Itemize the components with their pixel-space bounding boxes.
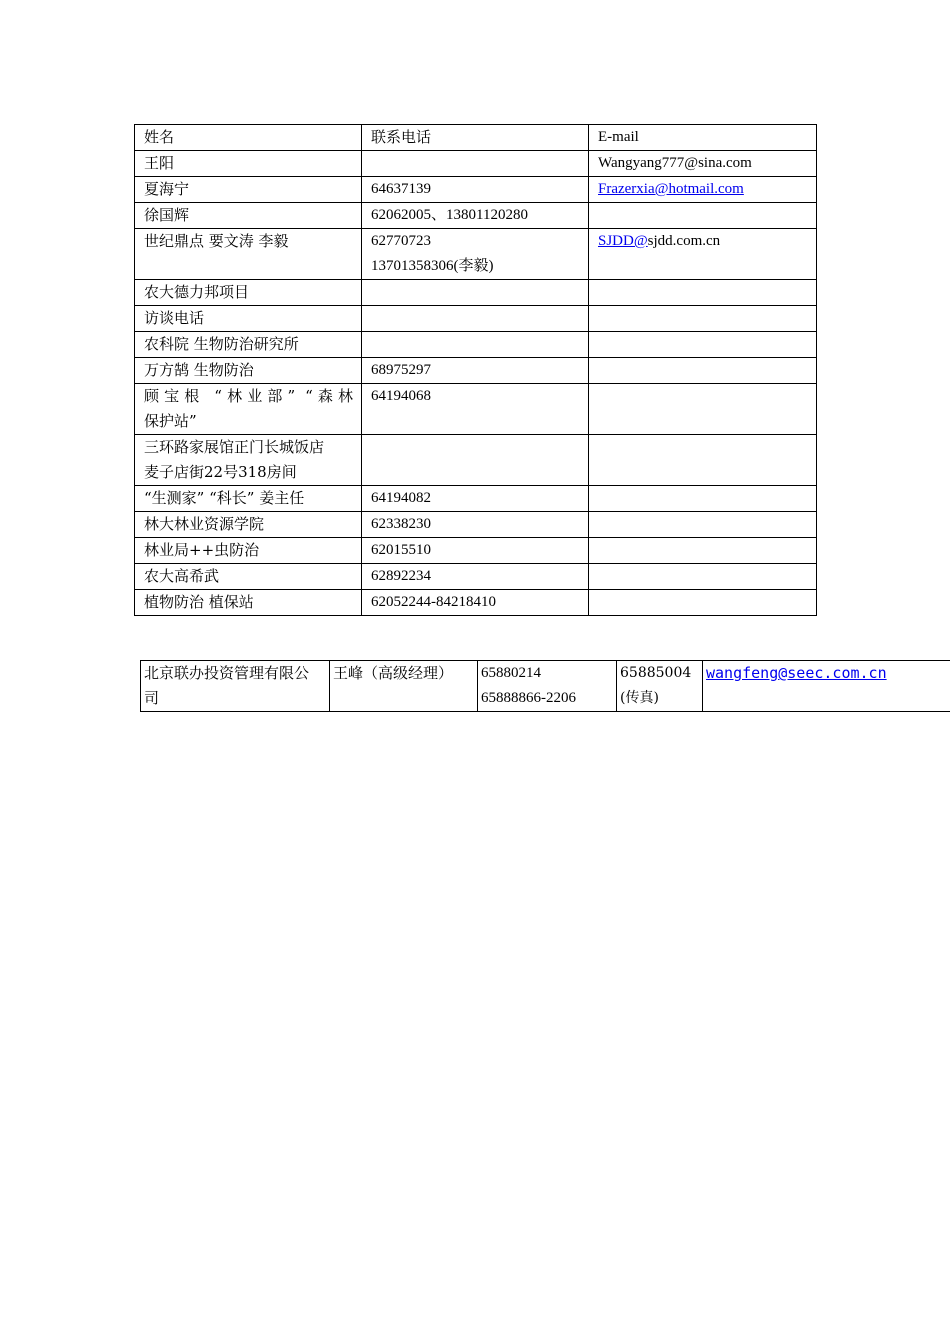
- contact-phone-cell: [362, 229, 589, 280]
- contact-name: 顾宝根 “林业部” “森林: [144, 387, 353, 405]
- contact-name: 访谈电话: [135, 306, 362, 332]
- contact-email: [589, 306, 817, 332]
- table-row: [135, 332, 817, 358]
- company-phone-cell: [478, 661, 617, 712]
- table-row: [135, 280, 817, 306]
- company-phone-secondary: 65888866-2206: [481, 690, 576, 706]
- contact-phone: [362, 332, 589, 358]
- company-email-cell: [703, 661, 950, 712]
- contact-phone: 64194082: [362, 486, 589, 512]
- contact-name: 王阳: [135, 151, 362, 177]
- table-row: [135, 435, 817, 486]
- contact-name-continued: 麦子店街22号318房间: [144, 463, 297, 481]
- contact-phone: [362, 306, 589, 332]
- contact-email: [589, 358, 817, 384]
- contact-email: [589, 435, 817, 486]
- contact-phone: [362, 151, 589, 177]
- contact-email: [589, 486, 817, 512]
- header-email: E-mail: [589, 125, 817, 151]
- table-row: [135, 151, 817, 177]
- company-name: 北京联办投资管理有限公: [144, 664, 310, 682]
- table-row: [135, 306, 817, 332]
- contact-name-cell: [135, 435, 362, 486]
- contact-email: Wangyang777@sina.com: [589, 151, 817, 177]
- contact-phone: 62062005、13801120280: [362, 203, 589, 229]
- company-fax-cell: [617, 661, 703, 712]
- table-row: [135, 229, 817, 280]
- table-row: [141, 661, 950, 712]
- email-domain: sjdd.com.cn: [647, 233, 721, 249]
- table-row: [135, 590, 817, 616]
- contact-email: [589, 590, 817, 616]
- contact-name: 植物防治 植保站: [135, 590, 362, 616]
- company-name-cell: [141, 661, 330, 712]
- contact-name: 万方鹄 生物防治: [135, 358, 362, 384]
- contact-phone: [362, 280, 589, 306]
- contact-name: 农大德力邦项目: [135, 280, 362, 306]
- company-fax: 65885004: [620, 665, 692, 681]
- contact-phone: 64194068: [362, 384, 589, 435]
- contact-phone: 62338230: [362, 512, 589, 538]
- contact-email: [589, 384, 817, 435]
- contact-phone: 62770723: [371, 233, 431, 249]
- contact-phone-secondary: 13701358306(李毅): [371, 258, 494, 274]
- email-link[interactable]: Frazerxia@hotmail.com: [598, 181, 744, 197]
- contact-email: [589, 538, 817, 564]
- contact-name: 徐国辉: [135, 203, 362, 229]
- contact-name: 三环路家展馆正门长城饭店: [144, 438, 325, 456]
- contact-email-cell: [589, 177, 817, 203]
- company-name-continued: 司: [144, 689, 160, 707]
- contact-phone: 62015510: [362, 538, 589, 564]
- contact-name: “生测家” “科长” 姜主任: [135, 486, 362, 512]
- contact-name-continued: 保护站”: [144, 412, 197, 430]
- table-header-row: [135, 125, 817, 151]
- contacts-table: [134, 124, 817, 616]
- contact-email: [589, 280, 817, 306]
- contact-phone: 68975297: [362, 358, 589, 384]
- contact-phone: 62052244-84218410: [362, 590, 589, 616]
- contact-email: [589, 512, 817, 538]
- contact-name-cell: [135, 384, 362, 435]
- contact-phone: 62892234: [362, 564, 589, 590]
- email-link[interactable]: SJDD@: [598, 233, 648, 249]
- table-row: [135, 564, 817, 590]
- table-row: [135, 358, 817, 384]
- contact-email: [589, 332, 817, 358]
- email-link[interactable]: wangfeng@seec.com.cn: [706, 664, 887, 682]
- header-name: 姓名: [135, 125, 362, 151]
- contact-email-cell: [589, 229, 817, 280]
- contact-name: 夏海宁: [135, 177, 362, 203]
- contact-email: [589, 203, 817, 229]
- contact-email: [589, 564, 817, 590]
- contact-name: 农大高希武: [135, 564, 362, 590]
- company-contact: 王峰（高级经理）: [330, 661, 478, 712]
- table-row: [135, 512, 817, 538]
- contact-name: 林大林业资源学院: [135, 512, 362, 538]
- company-contact-table: [140, 660, 950, 712]
- table-row: [135, 203, 817, 229]
- table-row: [135, 177, 817, 203]
- contact-name: 世纪鼎点 要文涛 李毅: [135, 229, 362, 280]
- contact-phone: [362, 435, 589, 486]
- table-row: [135, 538, 817, 564]
- company-fax-label: (传真): [620, 690, 659, 706]
- table-row: [135, 486, 817, 512]
- header-phone: 联系电话: [362, 125, 589, 151]
- contact-name: 林业局++虫防治: [135, 538, 362, 564]
- company-phone: 65880214: [481, 665, 541, 681]
- contact-name: 农科院 生物防治研究所: [135, 332, 362, 358]
- table-row: [135, 384, 817, 435]
- contact-phone: 64637139: [362, 177, 589, 203]
